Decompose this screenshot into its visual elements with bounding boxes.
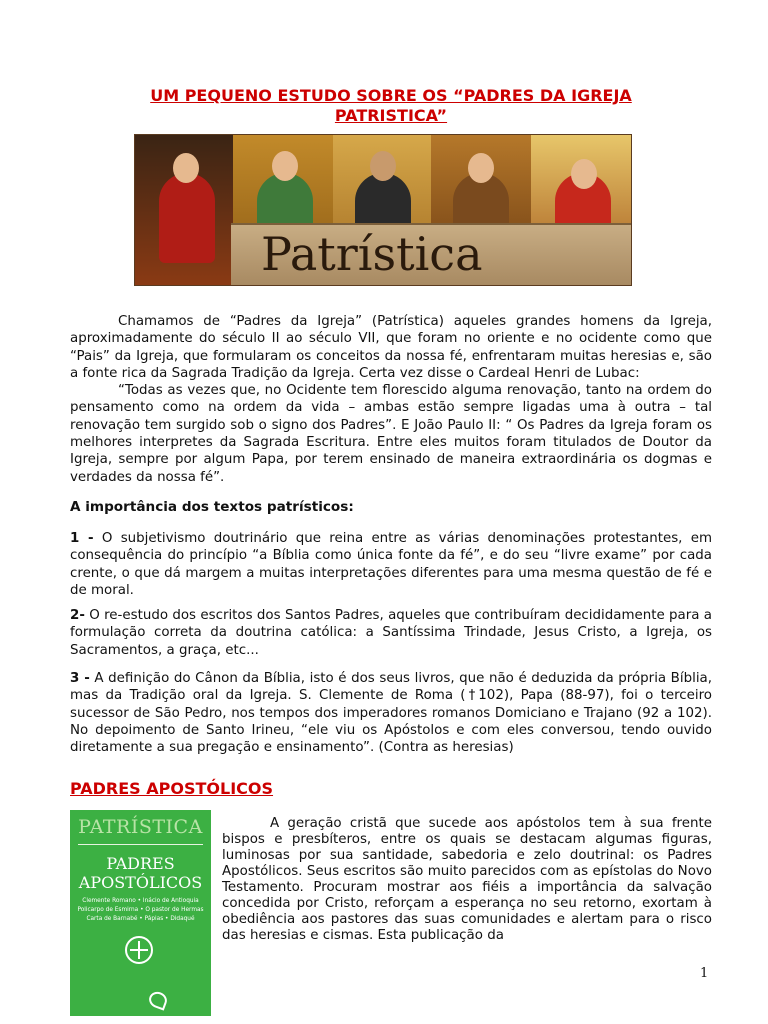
cover-series: PATRÍSTICA bbox=[78, 816, 203, 838]
publisher-logo-icon bbox=[147, 989, 169, 1010]
cover-names-line-2: Policarpo de Esmirna • O pastor de Hermas bbox=[77, 907, 204, 913]
point-text: O subjetivismo doutrinário que reina entre as várias denominações protestantes, em consequência do princípio “a Bíblia como única fonte da fé”, e do seu “livre exame” por cada crente, o que dá margem a muitas interpretações diferentes para uma mesma questão de fé e de moral. bbox=[70, 531, 712, 598]
document-title bbox=[70, 86, 712, 126]
point-number: 2- bbox=[70, 608, 85, 623]
title-line-2: PATRISTICA” bbox=[334, 106, 448, 125]
cover-rule bbox=[78, 844, 203, 845]
point-text: A definição do Cânon da Bíblia, isto é dos seus livros, que não é deduzida da própria Bíblia, mas da Tradição oral da Igreja. S. Clemente de Roma (†102), Papa (88-97), foi o terceiro sucessor de São Pedro, nos tempos dos imperadores romanos Domiciano e Trajano (92 a 102). No depoimento de Santo Irineu, “ele viu os Apóstolos e com eles conversou, tendo ouvido diretamente a sua pregação e ensinamento”. (Contra as heresias) bbox=[70, 671, 712, 756]
apostolic-text: A geração cristã que sucede aos apóstolos tem à sua frente bispos e presbíteros, entre os quais se destacam algumas figuras, luminosas por sua santidade, sabedoria e zelo doutrinal: os Padres Apostólicos. Seus escritos são muito parecidos com as epístolas do Novo Testamento. Procuram mostrar aos fiéis a importância da salvação concedida por Cristo, reforçam a esperança no seu retorno, exortam à obediência aos pastores das suas comunidades e alertam para o risco das heresias e cismas. Esta publicação da bbox=[222, 816, 712, 943]
point-number: 3 - bbox=[70, 671, 90, 686]
cover-title bbox=[70, 854, 211, 892]
page-number: 1 bbox=[700, 966, 709, 981]
cover-title-line-2: APOSTÓLICOS bbox=[78, 873, 203, 892]
patristica-banner-image bbox=[134, 134, 632, 286]
point-text: O re-estudo dos escritos dos Santos Padres, aqueles que contribuíram decididamente para a formulação correta da doutrina católica: a Santíssima Trindade, Jesus Cristo, a Igreja, os Sacramentos, a graça, etc... bbox=[70, 608, 712, 658]
section-heading-padres-apostolicos: PADRES APOSTÓLICOS bbox=[70, 779, 274, 798]
apostolic-paragraph bbox=[222, 816, 712, 944]
cover-names-line-1: Clemente Romano • Inácio de Antioquia bbox=[82, 898, 199, 904]
point-2 bbox=[70, 607, 712, 659]
intro-paragraph-2: “Todas as vezes que, no Ocidente tem florescido alguma renovação, tanto na ordem do pensamento como na ordem da vida – ambas estão sempre ligadas uma à outra – tal renovação tem surgido sob o signo dos Padres”. E João Paulo II: “ Os Padres da Igreja foram os melhores interpretes da Sagrada Escritura. Entre eles muitos foram titulados de Doutor da Igreja, sempre por algum Papa, por terem ensinado de maneira extraordinária os dogmas e verdades da nossa fé”. bbox=[70, 383, 712, 485]
banner-plaque bbox=[231, 223, 631, 285]
point-number: 1 - bbox=[70, 531, 94, 546]
cover-names-line-3: Carta de Barnabé • Pápias • Didaqué bbox=[86, 916, 195, 922]
point-1 bbox=[70, 530, 712, 599]
cover-title-line-1: PADRES bbox=[106, 854, 175, 873]
point-3 bbox=[70, 670, 712, 756]
book-cover-image bbox=[70, 810, 211, 1016]
cover-names bbox=[74, 897, 207, 924]
intro-paragraph-1: Chamamos de “Padres da Igreja” (Patrística) aqueles grandes homens da Igreja, aproximadamente do século II ao século VII, que foram no oriente e no ocidente como que “Pais” da Igreja, que formularam os conceitos da nossa fé, enfrentaram muitas heresias e, são a fonte rica da Sagrada Tradição da Igreja. Certa vez disse o Cardeal Henri de Lubac: bbox=[70, 314, 712, 381]
intro-section bbox=[70, 313, 712, 486]
banner-word: Patrística bbox=[261, 227, 483, 281]
title-line-1: UM PEQUENO ESTUDO SOBRE OS “PADRES DA IGREJA bbox=[150, 86, 632, 105]
importance-heading: A importância dos textos patrísticos: bbox=[70, 499, 354, 515]
chi-rho-emblem-icon bbox=[125, 936, 153, 964]
